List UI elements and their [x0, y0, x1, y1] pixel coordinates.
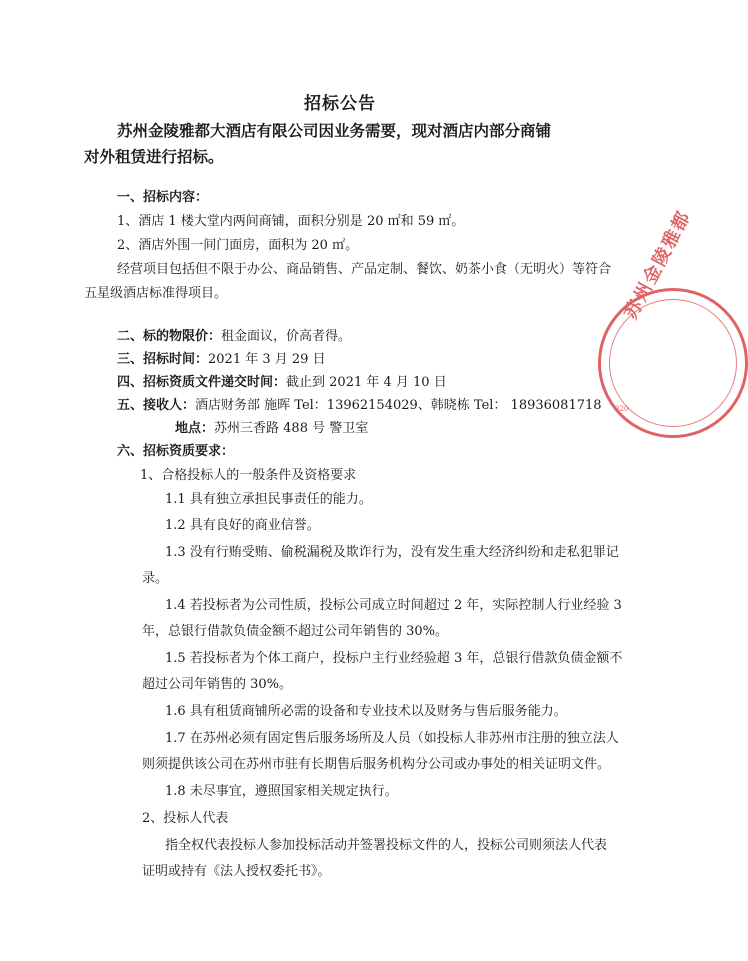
address-text: 苏州三香路 488 号 警卫室 [214, 421, 369, 436]
section2-heading: 二、标的物限价： [117, 329, 222, 344]
section1-note-line2: 五星级酒店标准得项目。 [84, 286, 228, 301]
section4-text: 截止到 2021 年 4 月 10 日 [286, 375, 447, 390]
section5 [117, 398, 602, 414]
seal-text: 苏州金陵雅都 [620, 206, 696, 323]
seal-number: 320 [615, 405, 629, 413]
intro-line-1: 苏州金陵雅都大酒店有限公司因业务需要，现对酒店内部分商铺 [117, 122, 552, 140]
requirement-1-6: 1.6 具有租赁商铺所必需的设备和专业技术以及财务与售后服务能力。 [165, 704, 567, 719]
section6-heading: 六、招标资质要求： [117, 444, 235, 459]
requirement-1-7-line1: 1.7 在苏州必须有固定售后服务场所及人员（如投标人非苏州市注册的独立法人 [165, 731, 619, 746]
section1-heading: 一、招标内容： [117, 190, 209, 205]
section1-item2: 2、酒店外围一间门面房，面积为 20 ㎡。 [117, 238, 359, 253]
requirement-1-2: 1.2 具有良好的商业信誉。 [165, 518, 320, 533]
section2 [117, 329, 351, 345]
section5-address [175, 421, 368, 437]
address-label: 地点： [175, 421, 215, 436]
requirement-1-5-line1: 1.5 若投标者为个体工商户，投标户主行业经验超 3 年，总银行借款负债金额不 [165, 651, 623, 666]
representative-line1: 指全权代表投标人参加投标活动并签署投标文件的人，投标公司则须法人代表 [165, 838, 608, 853]
section1-note-line1: 经营项目包括但不限于办公、商品销售、产品定制、餐饮、奶茶小食（无明火）等符合 [117, 262, 612, 277]
intro-line-2: 对外租赁进行招标。 [84, 148, 224, 166]
section6-sub2: 2、投标人代表 [142, 811, 229, 826]
page-title: 招标公告 [304, 94, 376, 114]
requirement-1-3-line1: 1.3 没有行贿受贿、偷税漏税及欺诈行为，没有发生重大经济纠纷和走私犯罪记 [165, 545, 619, 560]
section3-text: 2021 年 3 月 29 日 [208, 352, 326, 367]
section4 [117, 375, 447, 391]
section3 [117, 352, 326, 368]
section4-heading: 四、招标资质文件递交时间： [117, 375, 287, 390]
company-seal [598, 206, 748, 438]
requirement-1-4-line2: 年，总银行借款负债金额不超过公司年销售的 30%。 [142, 624, 449, 639]
requirement-1-5-line2: 超过公司年销售的 30%。 [142, 677, 293, 692]
section3-heading: 三、招标时间： [117, 352, 209, 367]
section5-text: 酒店财务部 施晖 Tel：13962154029、韩晓栋 Tel： 18936081718 [195, 398, 602, 413]
requirement-1-3-line2: 录。 [142, 571, 169, 586]
section1-item1: 1、酒店 1 楼大堂内两间商铺，面积分别是 20 ㎡和 59 ㎡。 [117, 214, 465, 229]
requirement-1-7-line2: 则须提供该公司在苏州市驻有长期售后服务机构分公司或办事处的相关证明文件。 [142, 757, 611, 772]
representative-line2: 证明或持有《法人授权委托书》。 [142, 864, 331, 879]
section6-sub1: 1、合格投标人的一般条件及资格要求 [140, 468, 357, 483]
section5-heading: 五、接收人： [117, 398, 196, 413]
requirement-1-8: 1.8 未尽事宜，遵照国家相关规定执行。 [165, 784, 398, 799]
requirement-1-1: 1.1 具有独立承担民事责任的能力。 [165, 492, 372, 507]
requirement-1-4-line1: 1.4 若投标者为公司性质，投标公司成立时间超过 2 年，实际控制人行业经验 3 [165, 598, 622, 613]
section2-text: 租金面议，价高者得。 [221, 329, 352, 344]
